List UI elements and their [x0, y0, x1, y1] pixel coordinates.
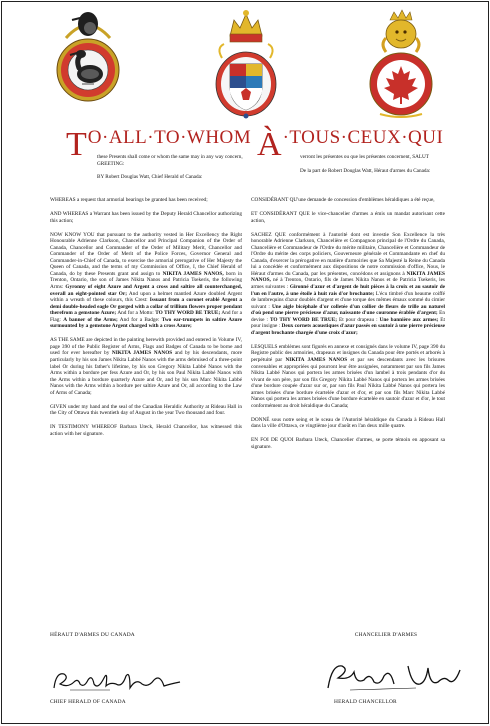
english-register-paragraph — [50, 337, 242, 396]
english-initial: T — [66, 126, 87, 163]
register-text-b: and by his descendants, more particularly by his son James Nikita Labbé Nanos with the arms debruised of a three-point label Or during his father's lifetime, by his son Gregory Nikita Labbé Nanos with the Arms within a bordure per fess Azure and Or, by his son Paul Nikita Labbé Nanos with the Arms within a bordure quarterly Azure and Or, and by his son Marc Nikita Labbé Nanos with the Arms within a bordure per saltire Azure and Or, all according to the Law of Arms of Canada; — [50, 350, 242, 396]
chief-herald-signature-icon — [50, 666, 190, 696]
french-testimony-paragraph: EN FOI DE QUOI Barbara Uteck, Chancelier d'armes, se porte témoin en apposant sa signature. — [251, 437, 445, 450]
royal-crest-icon — [208, 8, 284, 120]
french-grant-paragraph — [251, 232, 445, 337]
fr-grant-text-d: En devise : — [251, 310, 445, 323]
english-salutation-title: O·ALL·TO·WHOM — [87, 127, 252, 148]
french-considerant-2: ET CONSIDÉRANT QUE le vice-chancelier d'armes a émis un mandat autorisant cette action, — [251, 211, 445, 224]
flag-blazon: A banner of the Arms; — [63, 316, 118, 323]
french-column — [251, 197, 445, 458]
english-column — [50, 197, 242, 445]
fr-motto: TO THY WORD BE TRUE; — [269, 316, 338, 323]
fr-flag-blazon: Une bannière aux armes; — [379, 316, 439, 323]
left-signature-title-fr: HÉRAUT D'ARMES DU CANADA — [50, 632, 135, 638]
english-whereas-2: AND WHEREAS a Warrant has been issued by the Deputy Herald Chancellor authorizing this action; — [50, 211, 242, 224]
english-greeting-text: these Presents shall come or whom the same may in any way concern, GREETING: — [97, 154, 243, 167]
english-given-paragraph: GIVEN under my hand and the seal of the Canadian Heraldic Authority at Rideau Hall in the City of Ottawa this twentieth day of August in the year Two thousand and four. — [50, 403, 242, 417]
french-greeting-text: verront les présentes ou que les présentes concernent, SALUT — [300, 154, 429, 160]
english-greeting — [97, 154, 257, 181]
grant-text-b: born in Trenton, Ontario, the son of James Nikita Nanos and Patricia Tsekeris, the following Arms: — [50, 270, 242, 291]
motto: TO THY WORD BE TRUE; — [155, 310, 221, 317]
fr-register-text-b: et par ses descendants avec les brisures convenables et appropriées qui pourront leur être assignées, notamment par son fils James Nikita Labbé Nanos qui portera les armes brisées d'un lambel à trois pendants d'or du vivant de son père, par son fils Gregory Nikita Labbé Nanos qui portera les armes brisées d'une bordure coupée d'azur sur or, par son fils Paul Nikita Labbé Nanos qui portera les armes brisées d'une bordure écartelée d'azur et d'or, et par son fils Marc Nikita Labbé Nanos qui portera les armes brisées d'une bordure écartelée en sautoir d'azur et d'or, le tout conformément au droit héraldique du Canada; — [251, 356, 445, 409]
grant-text-f: And for a Badge: — [117, 316, 162, 323]
grant-text-e: And for a Flag: — [50, 310, 242, 323]
grant-text-c: And upon a helmet mantled Azure doubled Argent within a wreath of these colours, this Crest: — [50, 290, 242, 304]
grant-text-a: NOW KNOW YOU that pursuant to the authority vested in Her Excellency the Right Honourable Adrienne Clarkson, Chancellor and Principal Companion of the Order of Canada, Chancellor and Commander of the Order of Military Merit, Chancellor and Commander of the Order of Merit of the Police Forces, Governor General and Commander-in-Chief of Canada, to exercise the armorial prerogative of Her Majesty the Queen of Canada, and the terms of my Commission of Office, I, the Chief Herald of Canada, do by these Presents grant and assign to — [50, 231, 242, 277]
fr-crest-blazon: Une aigle bicéphale d'or colletée d'un collier de fleurs de trille au naturel d'où pend une pierre précieuse d'azur, naissante d'une couronne érablée d'argent; — [251, 303, 445, 317]
french-greeting — [300, 154, 460, 174]
french-considerant-1: CONSIDÉRANT QU'une demande de concession d'emblèmes héraldiques a été reçue, — [251, 197, 435, 203]
grant-text-d: And for a Motto: — [116, 310, 156, 317]
arms-blazon: Gyronny of eight Azure and Argent a cross and saltire all counterchanged, overall an eight-pointed star Or; — [50, 284, 242, 297]
grantee-name: NIKITA JAMES NANOS, — [162, 270, 224, 277]
loon-emblem-icon — [54, 8, 122, 116]
french-salutation-title: ·TOUS·CEUX·QUI — [282, 127, 444, 148]
register-text-a: AS THE SAME are depicted in the painting herewith provided and entered in Volume IV, page 390 of the Public Register of Arms, Flags and Badges of Canada to be borne and used for ever hereafter by — [50, 337, 242, 357]
fr-register-text-a: LESQUELS emblèmes sont figurés en annexe et consignés dans le volume IV, page 390 du Registre public des armoiries, drapeaux et insignes du Canada pour être portés et arborés à perpétuité par — [251, 343, 445, 363]
english-testimony-paragraph: IN TESTIMONY WHEREOF Barbara Uteck, Herald Chancellor, has witnessed this action with her signature. — [50, 424, 242, 437]
french-register-paragraph — [251, 344, 445, 409]
english-whereas-1: WHEREAS a request that armorial bearings be granted has been received; — [50, 197, 208, 203]
fr-grant-text-f: Et pour insigne : — [251, 316, 445, 330]
english-by-line: BY Robert Douglas Watt, Chief Herald of Canada: — [97, 174, 203, 181]
left-signature-title-en: CHIEF HERALD OF CANADA — [50, 699, 126, 705]
fr-arms-blazon: Gironné d'azur et d'argent de huit pièces à la croix et au sautoir de l'un en l'autre, à une étoile à huit rais d'or brochante; — [251, 284, 445, 297]
french-initial: À — [257, 126, 282, 163]
fr-grant-text-e: Et pour drapeau : — [337, 316, 380, 323]
french-by-line: De la part de Robert Douglas Watt, Héraut d'armes du Canada: — [300, 167, 431, 174]
letters-patent-document — [1, 1, 489, 724]
emblems-row — [2, 8, 488, 120]
right-signature-title-fr: CHANCELIER D'ARMES — [354, 632, 418, 638]
fr-grant-text-c: L'écu timbré d'un heaume coiffé de lambrequins d'azur doublés d'argent et d'une torque des mêmes émaux sommé du cimier suivant : — [251, 290, 445, 310]
lion-maple-leaf-emblem-icon — [366, 8, 436, 120]
fr-badge-blazon: Deux cornets acoustiques d'azur passés en sautoir à une pierre précieuse d'argent brochante chargée d'une croix d'azur; — [251, 323, 445, 336]
herald-chancellor-signature-icon — [320, 658, 470, 696]
english-grant-paragraph — [50, 232, 242, 330]
french-given-paragraph: DONNÉ sous notre seing et le sceau de l'Autorité héraldique du Canada à Rideau Hall dans la ville d'Ottawa, ce vingtième jour d'août en l'an deux mille quatre. — [251, 416, 445, 430]
fr-grant-text-a: SACHEZ QUE conformément à l'autorité dont est investie Son Excellence la très honorable Adrienne Clarkson, Chancelière et Compagnon principal de l'Ordre du Canada, Chancelière et Commandeur de l'Ordre du mérite militaire, Chancelière et Commandeur de l'Ordre du mérite des corps policiers, Gouverneure générale et Commandante en chef du Canada, d'exercer la prérogative en matière d'armoiries que Sa Majesté la Reine du Canada lui a concédée et conformément aux dispositions de notre commission d'office, Nous, le Héraut d'armes du Canada, par les présentes, concédons et assignons à — [251, 231, 445, 277]
fr-register-grantee-name: NIKITA JAMES NANOS — [285, 356, 348, 363]
crest-blazon: Issuant from a coronet erablé Argent a demi double-headed eagle Or gorged with a collar of trillium flowers proper pendant therefrom a gemstone Azure; — [50, 297, 242, 317]
fr-grant-text-b: né à Trenton, Ontario, fils de James Nikita Nanos et de Patricia Tsekeris, les armes suivantes : — [251, 277, 445, 291]
badge-blazon: Two ear-trumpets in saltire Azure surmounted by a gemstone Argent charged with a cross Azure; — [50, 316, 242, 330]
register-grantee-name: NIKITA JAMES NANOS — [111, 350, 173, 357]
right-signature-title-en: HERALD CHANCELLOR — [334, 699, 397, 705]
fr-grantee-name: NIKITA JAMES NANOS, — [251, 270, 445, 284]
